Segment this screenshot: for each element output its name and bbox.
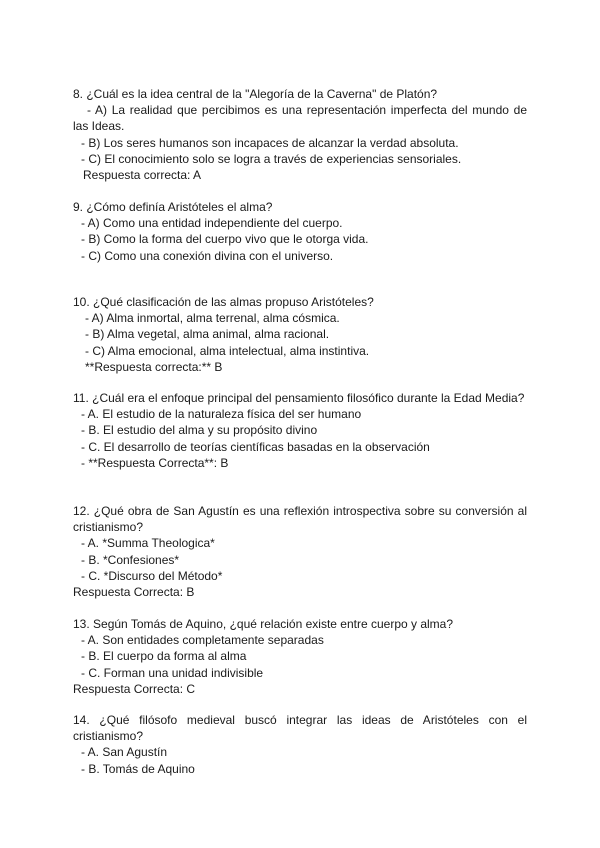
option-a: - A) Como una entidad independiente del cuerpo. bbox=[81, 216, 343, 231]
option-c: - C) El conocimiento solo se logra a través de experiencias sensoriales. bbox=[81, 151, 462, 166]
answer-text: - **Respuesta Correcta**: B bbox=[81, 455, 229, 470]
answer-text: Respuesta Correcta: C bbox=[73, 681, 196, 696]
question-block-11 bbox=[73, 390, 527, 471]
option-a: - A) La realidad que percibimos es una representación imperfecta del mundo de las Ideas. bbox=[73, 103, 527, 134]
question-text: 12. ¿Qué obra de San Agustín es una reflexión introspectiva sobre su conversión al cristianismo? bbox=[73, 504, 527, 535]
option-b: - B) Alma vegetal, alma animal, alma racional. bbox=[85, 327, 330, 342]
option-c: - C) Como una conexión divina con el universo. bbox=[81, 248, 334, 263]
question-text: 11. ¿Cuál era el enfoque principal del pensamiento filosófico durante la Edad Media? bbox=[73, 391, 525, 405]
option-c: - C. Forman una unidad indivisible bbox=[81, 665, 264, 680]
option-b: - B. *Confesiones* bbox=[81, 552, 180, 567]
question-block-14 bbox=[73, 712, 527, 777]
option-c: - C) Alma emocional, alma intelectual, alma instintiva. bbox=[85, 343, 370, 358]
option-c: - C. *Discurso del Método* bbox=[81, 568, 223, 583]
option-b: - B) Como la forma del cuerpo vivo que le otorga vida. bbox=[81, 232, 369, 247]
option-b: - B. Tomás de Aquino bbox=[81, 761, 195, 776]
option-c: - C. El desarrollo de teorías científicas basadas en la observación bbox=[81, 439, 430, 454]
question-text: 8. ¿Cuál es la idea central de la "Alegoría de la Caverna" de Platón? bbox=[73, 87, 438, 101]
option-b: - B) Los seres humanos son incapaces de alcanzar la verdad absoluta. bbox=[81, 135, 459, 150]
question-block-9 bbox=[73, 199, 527, 264]
question-block-12 bbox=[73, 503, 527, 600]
question-text: 14. ¿Qué filósofo medieval buscó integrar las ideas de Aristóteles con el cristianismo? bbox=[73, 713, 527, 744]
question-text: 10. ¿Qué clasificación de las almas propuso Aristóteles? bbox=[73, 295, 374, 309]
question-block-8 bbox=[73, 86, 527, 183]
question-text: 13. Según Tomás de Aquino, ¿qué relación existe entre cuerpo y alma? bbox=[73, 617, 454, 631]
question-block-13 bbox=[73, 616, 527, 697]
option-a: - A) Alma inmortal, alma terrenal, alma cósmica. bbox=[85, 311, 340, 326]
question-block-10 bbox=[73, 294, 527, 375]
option-b: - B. El estudio del alma y su propósito divino bbox=[81, 423, 318, 438]
option-a: - A. El estudio de la naturaleza física del ser humano bbox=[81, 407, 362, 422]
answer-text: Respuesta Correcta: B bbox=[73, 585, 195, 600]
answer-text: **Respuesta correcta:** B bbox=[85, 359, 223, 374]
answer-text: Respuesta correcta: A bbox=[83, 168, 202, 183]
option-a: - A. *Summa Theologica* bbox=[81, 536, 215, 551]
question-text: 9. ¿Cómo definía Aristóteles el alma? bbox=[73, 200, 273, 214]
option-b: - B. El cuerpo da forma al alma bbox=[81, 649, 247, 664]
option-a: - A. Son entidades completamente separadas bbox=[81, 633, 324, 648]
option-a: - A. San Agustín bbox=[81, 745, 168, 760]
